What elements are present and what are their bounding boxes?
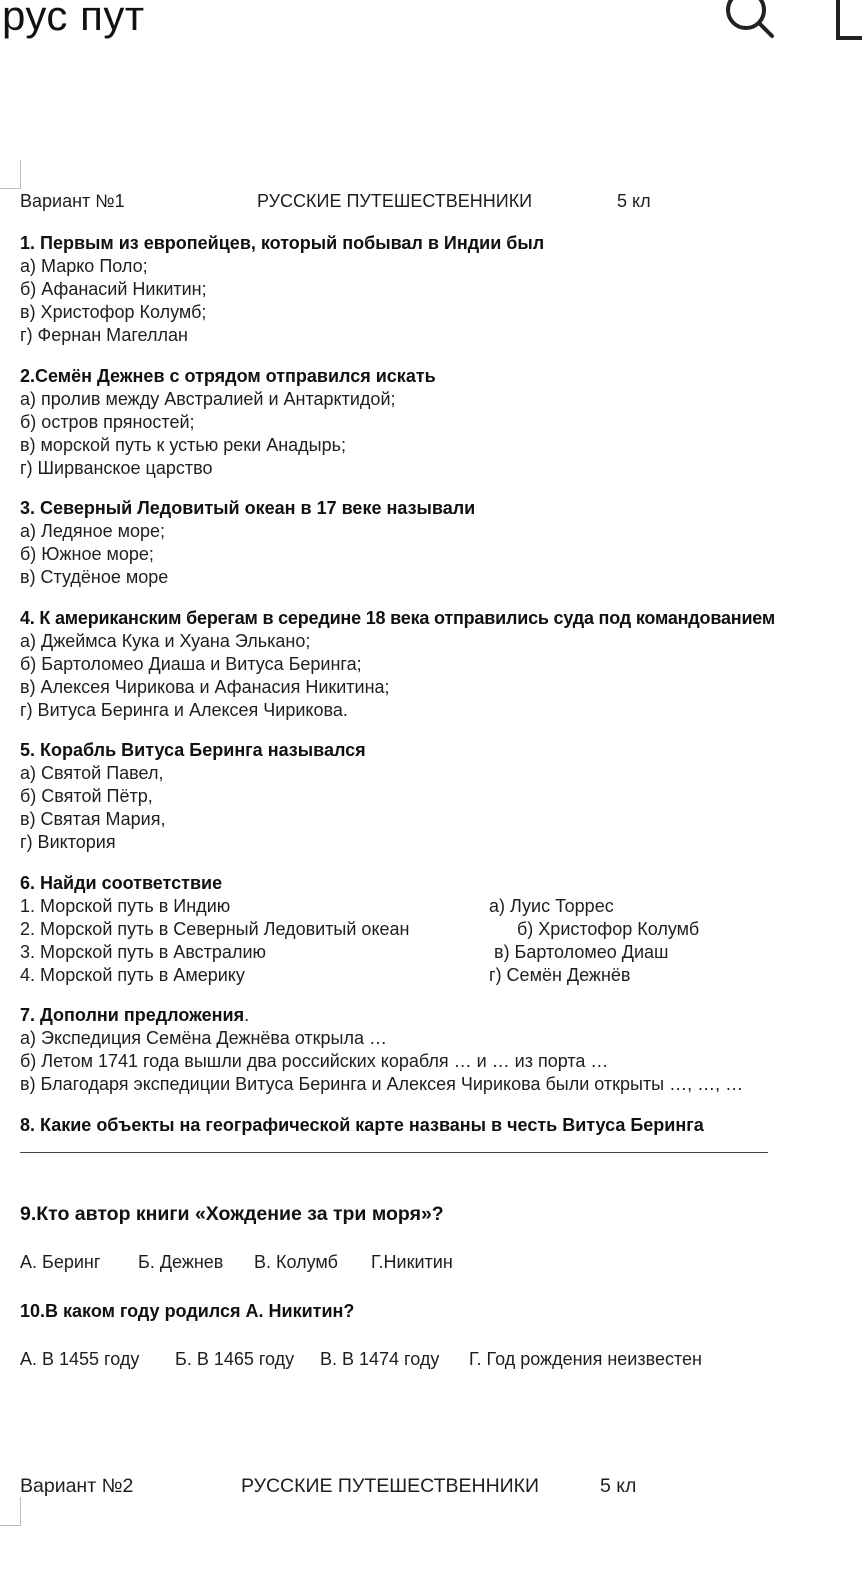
question-4-option: в) Алексея Чирикова и Афанасия Никитина; — [20, 677, 390, 697]
question-10-option: Б. В 1465 году — [175, 1349, 295, 1369]
question-3-option: в) Студёное море — [20, 567, 169, 587]
question-4-option: б) Бартоломео Диаша и Витуса Беринга; — [20, 654, 362, 674]
question-1-title: 1. Первым из европейцев, который побывал в Индии был — [20, 233, 545, 253]
question-5-option: б) Святой Пётр, — [20, 786, 153, 806]
question-10-title: 10.В каком году родился А. Никитин? — [20, 1301, 355, 1321]
question-5-option: а) Святой Павел, — [20, 763, 164, 783]
document-icon[interactable] — [832, 0, 864, 40]
question-5-option: в) Святая Мария, — [20, 809, 166, 829]
question-1-option: а) Марко Поло; — [20, 256, 148, 276]
question-2-option: б) остров пряностей; — [20, 412, 195, 432]
question-4-option: а) Джеймса Кука и Хуана Элькано; — [20, 631, 311, 651]
question-7-title — [20, 1004, 249, 1026]
question-7-title-bold: 7. Дополни предложения — [20, 1005, 245, 1025]
question-1-option: г) Фернан Магеллан — [20, 325, 188, 345]
page-corner-mark — [0, 160, 21, 189]
subject-title: РУССКИЕ ПУТЕШЕСТВЕННИКИ — [241, 1475, 540, 1497]
question-3-option: б) Южное море; — [20, 544, 154, 564]
answer-blank-line[interactable] — [20, 1152, 768, 1153]
question-6-left-item: 2. Морской путь в Северный Ледовитый океан — [20, 919, 410, 939]
question-10-option: В. В 1474 году — [320, 1349, 440, 1369]
variant-label: Вариант №1 — [20, 191, 125, 211]
variant-label: Вариант №2 — [20, 1475, 134, 1497]
question-8-title: 8. Какие объекты на географической карте названы в честь Витуса Беринга — [20, 1115, 704, 1135]
question-5-title: 5. Корабль Витуса Беринга назывался — [20, 740, 366, 760]
grade-label: 5 кл — [600, 1475, 637, 1497]
question-9-title: 9.Кто автор книги «Хождение за три моря»? — [20, 1203, 444, 1225]
question-6-left-item: 4. Морской путь в Америку — [20, 965, 245, 985]
subject-title: РУССКИЕ ПУТЕШЕСТВЕННИКИ — [257, 191, 533, 211]
question-7-option: б) Летом 1741 года вышли два российских корабля … и … из порта … — [20, 1051, 609, 1071]
question-10-option: Г. Год рождения неизвестен — [469, 1349, 702, 1369]
question-2-option: а) пролив между Австралией и Антарктидой; — [20, 389, 396, 409]
question-3-option: а) Ледяное море; — [20, 521, 166, 541]
question-5-option: г) Виктория — [20, 832, 116, 852]
question-7-option: в) Благодаря экспедиции Витуса Беринга и Алексея Чирикова были открыты …, …, … — [20, 1074, 744, 1094]
question-6-right-item: б) Христофор Колумб — [517, 919, 700, 939]
question-6-right-item: г) Семён Дежнёв — [489, 965, 631, 985]
question-7-title-tail: . — [244, 1005, 250, 1025]
question-6-left-item: 1. Морской путь в Индию — [20, 896, 231, 916]
question-6-left-item: 3. Морской путь в Австралию — [20, 942, 266, 962]
question-9-option: Г.Никитин — [371, 1252, 453, 1272]
document-title: рус пут — [2, 0, 145, 39]
page-corner-mark — [0, 1497, 21, 1526]
question-4-option: г) Витуса Беринга и Алексея Чирикова. — [20, 700, 348, 720]
question-2-option: г) Ширванское царство — [20, 458, 213, 478]
search-icon[interactable] — [722, 0, 778, 42]
question-1-option: в) Христофор Колумб; — [20, 302, 207, 322]
question-6-right-item: в) Бартоломео Диаш — [494, 942, 669, 962]
question-9-option: Б. Дежнев — [138, 1252, 224, 1272]
question-7-option: а) Экспедиция Семёна Дежнёва открыла … — [20, 1028, 387, 1048]
grade-label: 5 кл — [617, 191, 651, 211]
question-4-title: 4. К американским берегам в середине 18 века отправились суда под командованием — [20, 608, 775, 628]
question-3-title: 3. Северный Ледовитый океан в 17 веке называли — [20, 498, 476, 518]
question-1-option: б) Афанасий Никитин; — [20, 279, 207, 299]
question-6-title: 6. Найди соответствие — [20, 873, 223, 893]
question-2-title: 2.Семён Дежнев с отрядом отправился искать — [20, 366, 436, 386]
top-bar — [0, 0, 864, 60]
question-9-option: В. Колумб — [254, 1252, 338, 1272]
question-2-option: в) морской путь к устью реки Анадырь; — [20, 435, 347, 455]
question-6-right-item: а) Луис Торрес — [489, 896, 614, 916]
question-10-option: А. В 1455 году — [20, 1349, 140, 1369]
question-9-option: А. Беринг — [20, 1252, 101, 1272]
